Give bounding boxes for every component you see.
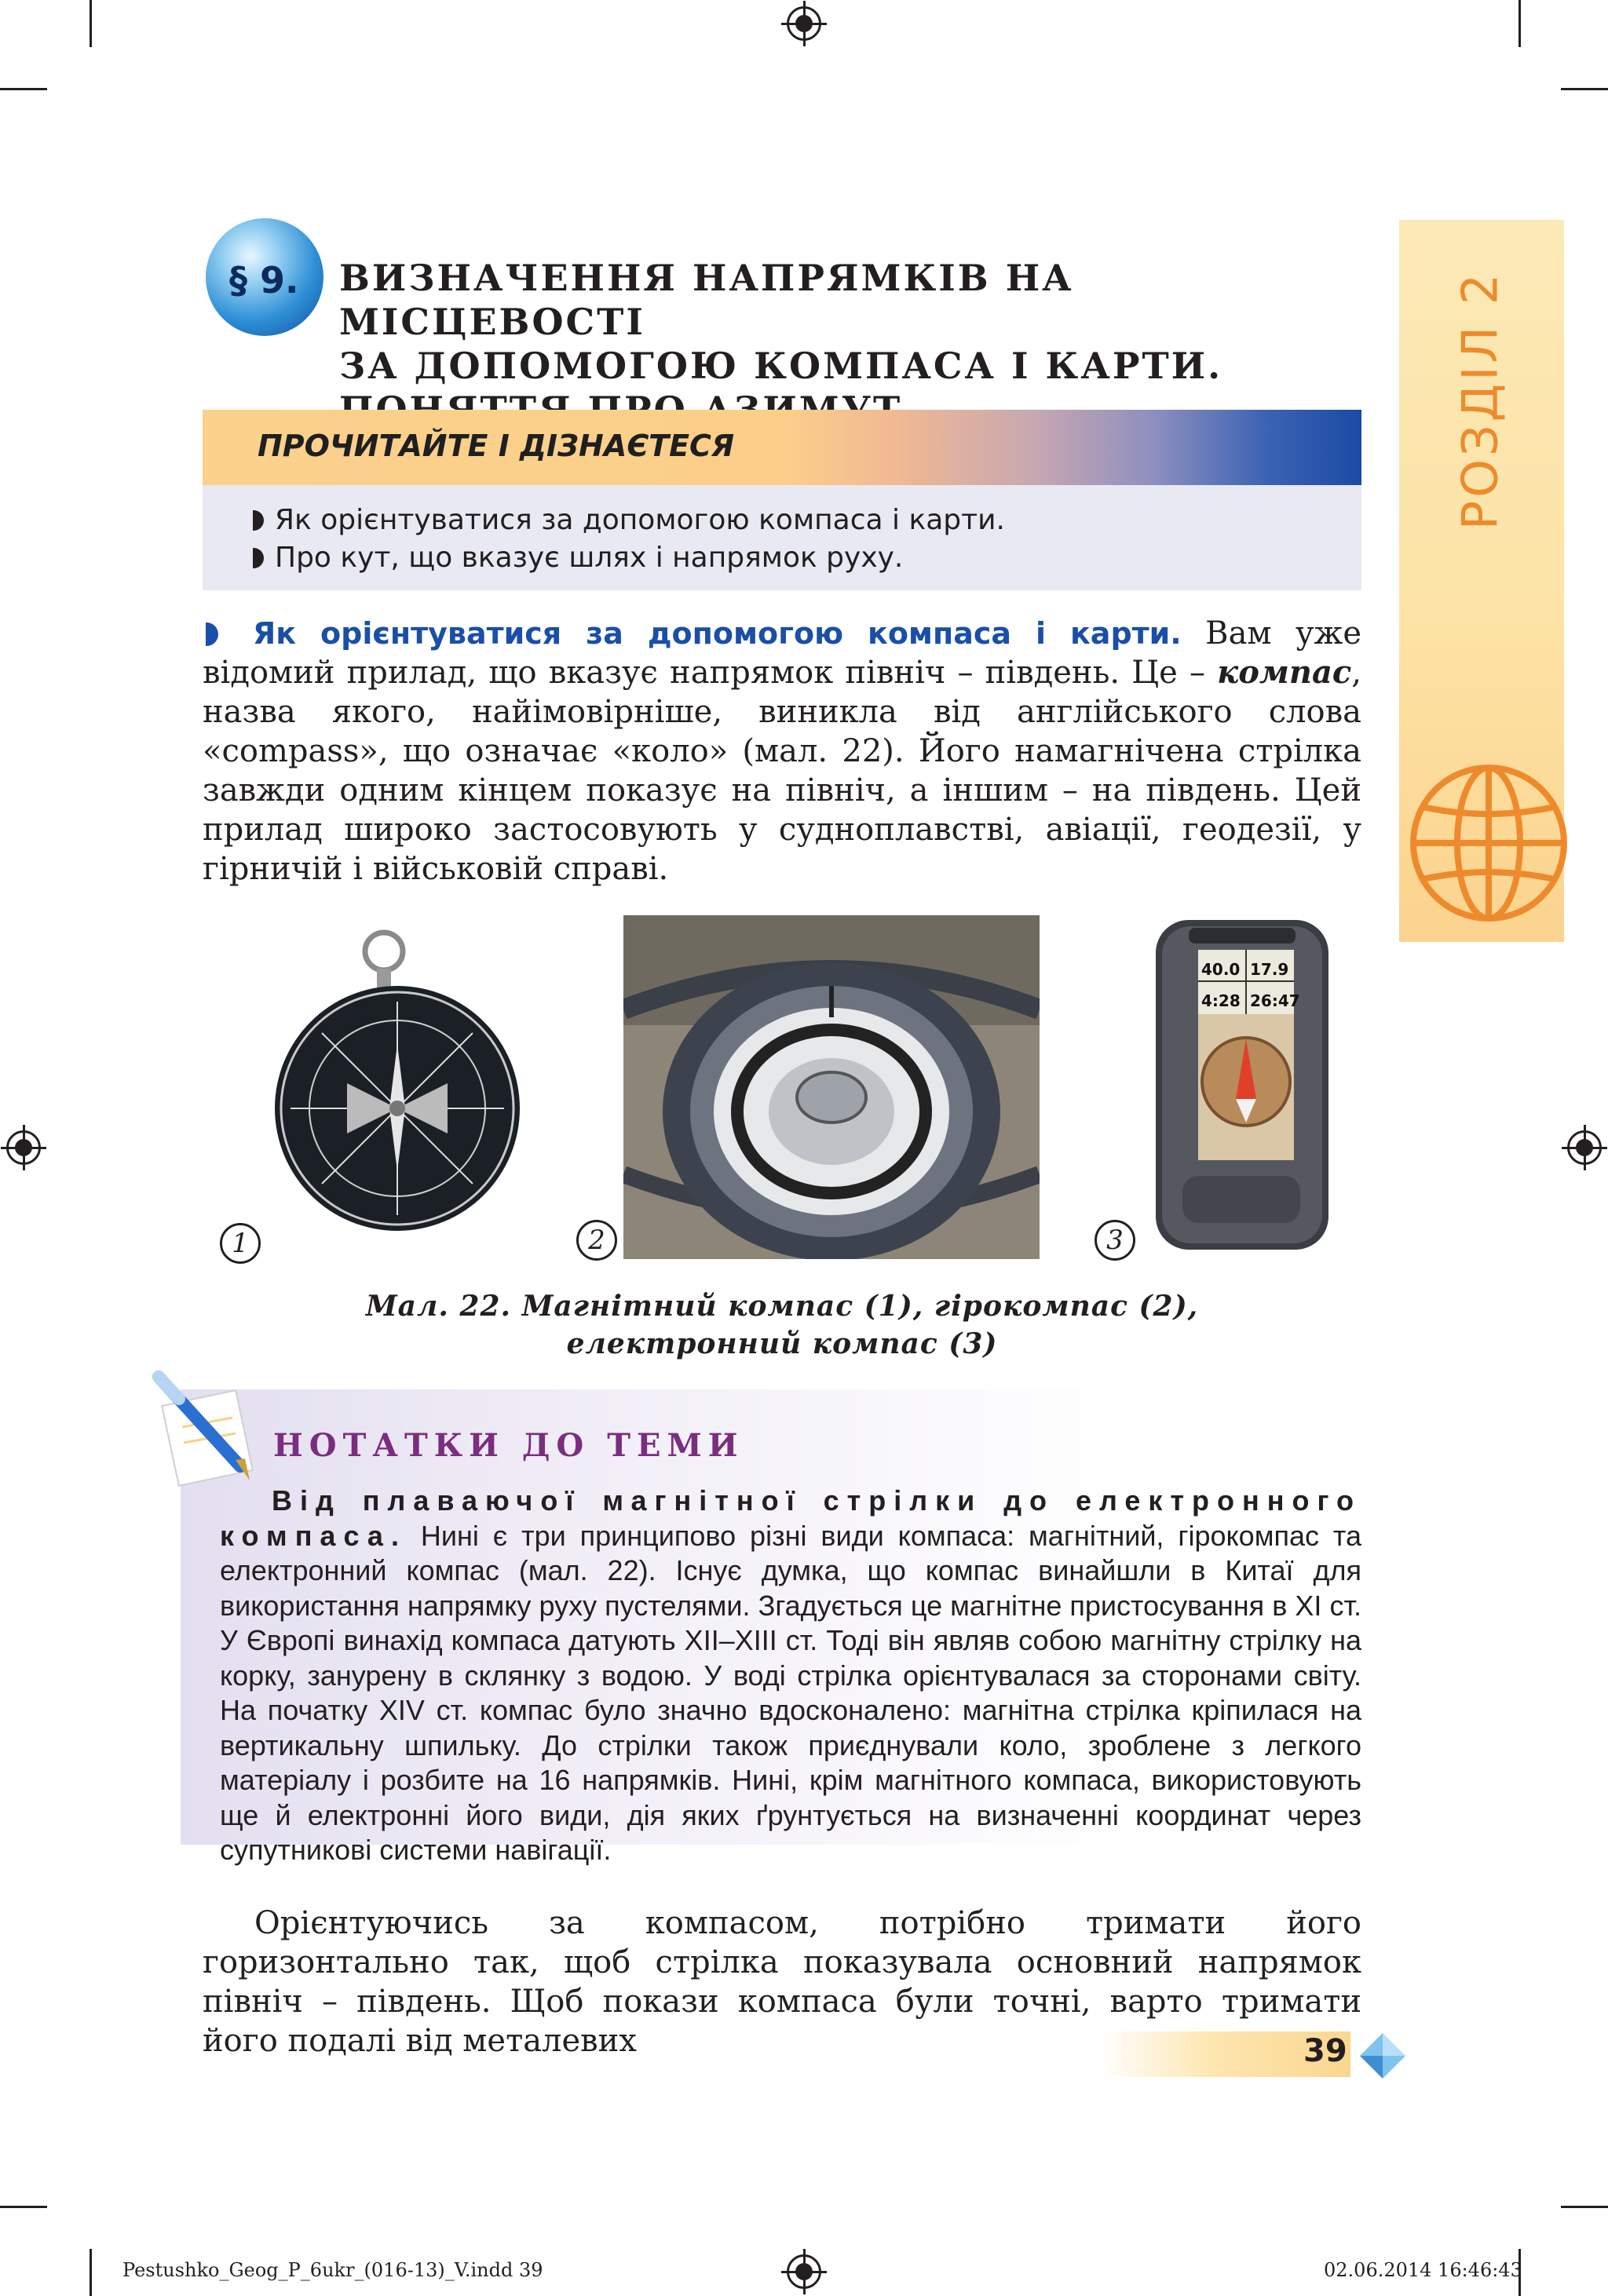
- figure-number: 3: [1095, 1220, 1135, 1261]
- figure-number: 1: [220, 1223, 261, 1264]
- list-item: [253, 542, 903, 574]
- gyrocompass-image: [623, 915, 1040, 1259]
- list-item-text: Про кут, що вказує шлях і напрямок руху.: [275, 542, 904, 574]
- pen-note-icon: [148, 1366, 265, 1491]
- paragraph-text: Орієнтуючись за компасом, потрібно тримати його горизонтально так, щоб стрілка показувала основний напрямок північ – південь. Щоб покази компаса були точні, варто тримати його подалі від металевих: [203, 1905, 1361, 2059]
- magnetic-compass-image: [272, 926, 531, 1232]
- notes-text: [220, 1484, 1361, 1868]
- notes-heading: НОТАТКИ ДО ТЕМИ: [273, 1427, 744, 1464]
- chapter-label-text: РОЗДІЛ 2: [1451, 270, 1509, 531]
- figure-caption: [203, 1287, 1361, 1363]
- figure-number: 2: [576, 1220, 617, 1261]
- crop-mark: [0, 2206, 47, 2208]
- crop-mark: [1518, 0, 1521, 47]
- paragraph-text: Вам уже відомий прилад, що вказує напрямок північ – південь. Це –: [203, 615, 1361, 691]
- crop-mark: [0, 88, 47, 90]
- chapter-label: [1421, 235, 1539, 565]
- gem-icon: [1358, 2031, 1407, 2080]
- caption-line: Мал. 22. Магнітний компас (1), гірокомпас (2),: [365, 1290, 1199, 1323]
- paragraph-text: , назва якого, найімовірніше, виникла від англійського слова «compass», що означає «коло» (мал. 22). Його намагнічена стрілка завжди одним кінцем показує на північ, а іншим – на південь. Цей прилад широко застосовують у судноплавстві, авіації, геодезії, у гірничій і військовій справі.: [203, 655, 1361, 887]
- registration-mark: [1567, 1130, 1602, 1165]
- gps-readout: 4:28: [1201, 991, 1241, 1010]
- gps-readout: 17.9: [1250, 960, 1289, 979]
- crop-mark: [1561, 2206, 1608, 2208]
- gps-readout: 40.0: [1201, 960, 1241, 979]
- page-number: 39: [1303, 2033, 1347, 2069]
- notes-lead: Від плаваючої магнітної стрілки до електронного компаса.: [220, 1484, 1361, 1552]
- bullet-icon: [253, 510, 264, 531]
- registration-mark: [6, 1130, 41, 1165]
- read-learn-heading: ПРОЧИТАЙТЕ І ДІЗНАЄТЕСЯ: [258, 429, 735, 463]
- bullet-icon: [253, 548, 264, 568]
- crop-mark: [90, 0, 92, 47]
- electronic-compass-image: [1151, 917, 1333, 1254]
- term-highlight: компас: [1217, 654, 1352, 691]
- registration-mark: [787, 6, 821, 41]
- section-title: [339, 256, 1360, 432]
- crop-mark: [90, 2249, 92, 2296]
- section-title-line: ВИЗНАЧЕННЯ НАПРЯМКІВ НА МІСЦЕВОСТІ: [339, 257, 1074, 343]
- registration-mark: [787, 2254, 821, 2289]
- list-item: [253, 504, 1005, 536]
- read-learn-list: [203, 485, 1361, 590]
- notes-body-text: Нині є три принципово різні види компаса: магнітний, гірокомпас та електронний компас (мал. 22). Існує думка, що компас винайшли в Китаї для використання напрямку руху пустелями. Згадується це магнітне пристосування в ХІ ст. У Європі винахід компаса датують ХІІ–ХІІІ ст. Тоді він являв собою магнітну стрілку на корку, занурену в склянку з водою. У воді стрілка орієнтувалася за сторонами світу. На початку XIV ст. компас було значно вдосконалено: магнітна стрілка кріпилася на вертикальну шпильку. До стрілки також приєднували коло, зроблене з легкого матеріалу і розбите на 16 напрямків. Нині, крім магнітного компаса, використовують ще й електронні його види, дія яких ґрунтується на визначенні координат через супутникові системи навігації.: [220, 1519, 1361, 1866]
- main-paragraph: [203, 614, 1361, 889]
- list-item-text: Як орієнтуватися за допомогою компаса і карти.: [275, 504, 1005, 536]
- section-number: § 9.: [229, 259, 299, 301]
- section-title-line: ЗА ДОПОМОГОЮ КОМПАСА І КАРТИ.: [339, 345, 1223, 387]
- date-slug: 02.06.2014 16:46:43: [1324, 2259, 1522, 2281]
- file-slug: Pestushko_Geog_P_6ukr_(016-13)_V.indd 39: [122, 2259, 543, 2281]
- globe-grid-icon: [1405, 760, 1572, 926]
- bullet-icon: [206, 622, 218, 646]
- crop-mark: [1561, 88, 1608, 90]
- gps-readout: 26:47: [1250, 991, 1300, 1010]
- paragraph-lead: Як орієнтуватися за допомогою компаса і карти.: [253, 616, 1182, 651]
- caption-line: електронний компас (3): [566, 1327, 998, 1360]
